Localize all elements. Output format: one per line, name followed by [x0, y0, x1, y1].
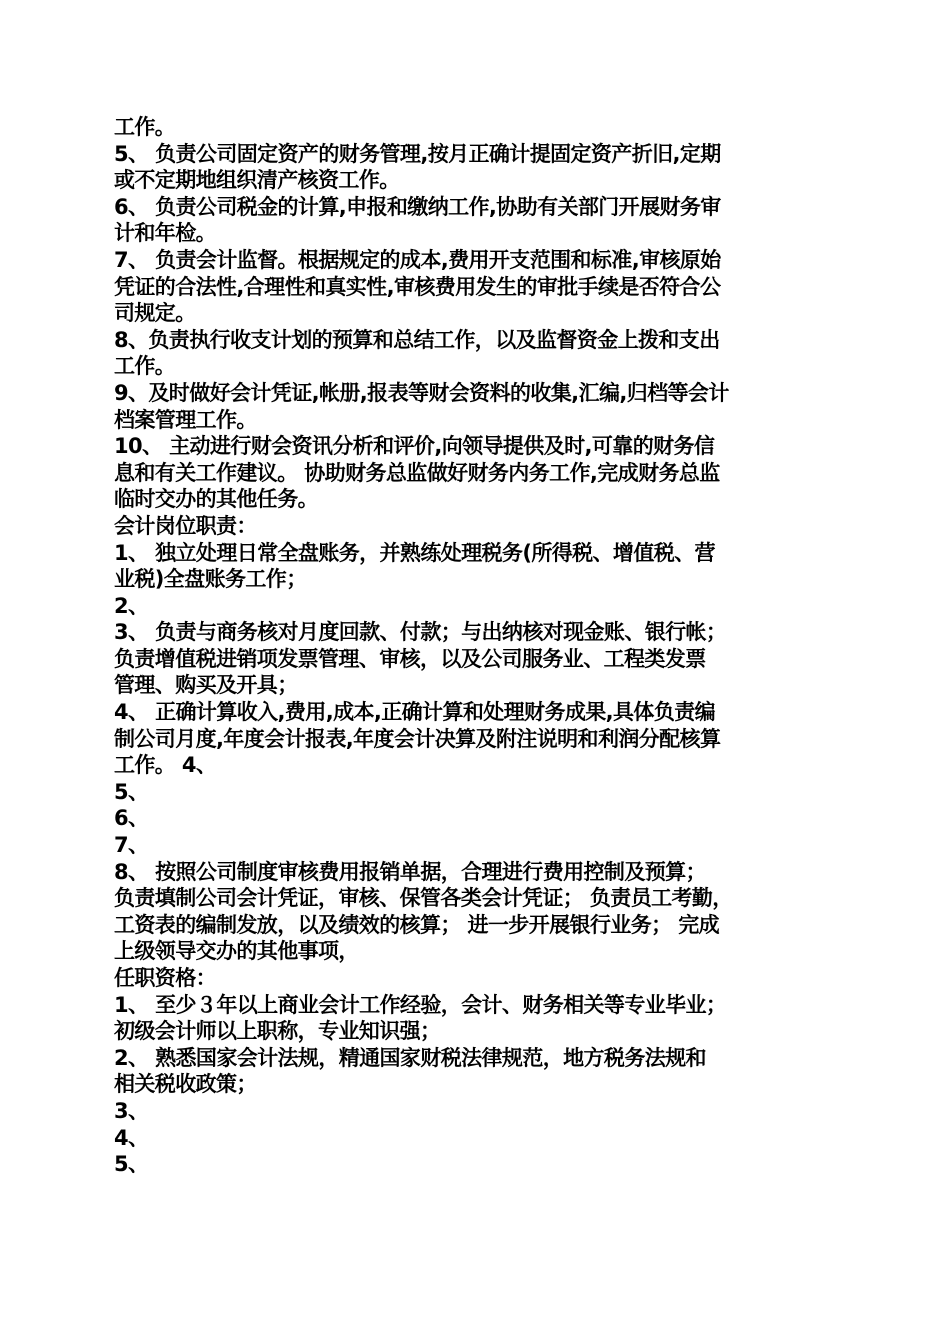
text-line: 负责填制公司会计凭证，审核、保管各类会计凭证； 负责员工考勤，	[114, 886, 733, 911]
text-line: 计和年检。	[114, 221, 216, 246]
text-line: 业税)全盘账务工作；	[114, 567, 307, 592]
text-line: 初级会计师以上职称，专业知识强；	[114, 1019, 441, 1044]
text-line: 3、	[114, 1098, 149, 1123]
text-line: 或不定期地组织清产核资工作。	[114, 168, 400, 193]
section-heading: 会计岗位职责：	[114, 513, 257, 538]
text-line: 上级领导交办的其他事项，	[114, 939, 359, 964]
document-body	[114, 114, 836, 1178]
text-line: 档案管理工作。	[114, 407, 257, 432]
text-line: 4、 正确计算收入,费用,成本,正确计算和处理财务成果,具体负责编	[114, 700, 716, 725]
text-line: 5、 负责公司固定资产的财务管理,按月正确计提固定资产折旧,定期	[114, 141, 721, 166]
text-line: 相关税收政策；	[114, 1072, 257, 1097]
text-line: 司规定。	[114, 301, 196, 326]
text-line: 临时交办的其他任务。	[114, 487, 318, 512]
text-line: 6、	[114, 806, 149, 831]
text-line: 1、 至少３年以上商业会计工作经验，会计、财务相关等专业毕业；	[114, 992, 727, 1017]
text-line: 4、	[114, 1125, 149, 1150]
text-line: 管理、购买及开具；	[114, 673, 298, 698]
text-line: 3、 负责与商务核对月度回款、付款；与出纳核对现金账、银行帐；	[114, 620, 727, 645]
text-line: 5、	[114, 779, 149, 804]
text-line: 9、及时做好会计凭证,帐册,报表等财会资料的收集,汇编,归档等会计	[114, 380, 729, 405]
text-line: 息和有关工作建议。 协助财务总监做好财务内务工作,完成财务总监	[114, 460, 720, 485]
text-line: 7、 负责会计监督。根据规定的成本,费用开支范围和标准,审核原始	[114, 247, 721, 272]
text-line: 工作。	[114, 354, 176, 379]
text-line: 8、负责执行收支计划的预算和总结工作，以及监督资金上拨和支出	[114, 327, 720, 352]
text-line: 工作。 4、	[114, 753, 217, 778]
text-line: 凭证的合法性,合理性和真实性,审核费用发生的审批手续是否符合公	[114, 274, 721, 299]
text-line: 负责增值税进销项发票管理、审核，以及公司服务业、工程类发票	[114, 646, 706, 671]
text-line: 10、 主动进行财会资讯分析和评价,向领导提供及时,可靠的财务信	[114, 434, 715, 459]
text-line: 6、 负责公司税金的计算,申报和缴纳工作,协助有关部门开展财务审	[114, 194, 721, 219]
section-heading: 任职资格：	[114, 966, 216, 990]
text-line: 工作。	[114, 115, 176, 139]
text-line: 1、 独立处理日常全盘账务，并熟练处理税务(所得税、增值税、营	[114, 540, 715, 565]
text-line: 8、 按照公司制度审核费用报销单据，合理进行费用控制及预算；	[114, 859, 706, 884]
text-line: 制公司月度,年度会计报表,年度会计决算及附注说明和利润分配核算	[114, 726, 721, 751]
text-line: 2、	[114, 593, 149, 618]
text-line: 2、 熟悉国家会计法规，精通国家财税法律规范，地方税务法规和	[114, 1045, 706, 1070]
text-line: 工资表的编制发放，以及绩效的核算； 进一步开展银行业务； 完成	[114, 912, 720, 937]
text-line: 7、	[114, 833, 149, 858]
text-line: 5、	[114, 1152, 149, 1177]
